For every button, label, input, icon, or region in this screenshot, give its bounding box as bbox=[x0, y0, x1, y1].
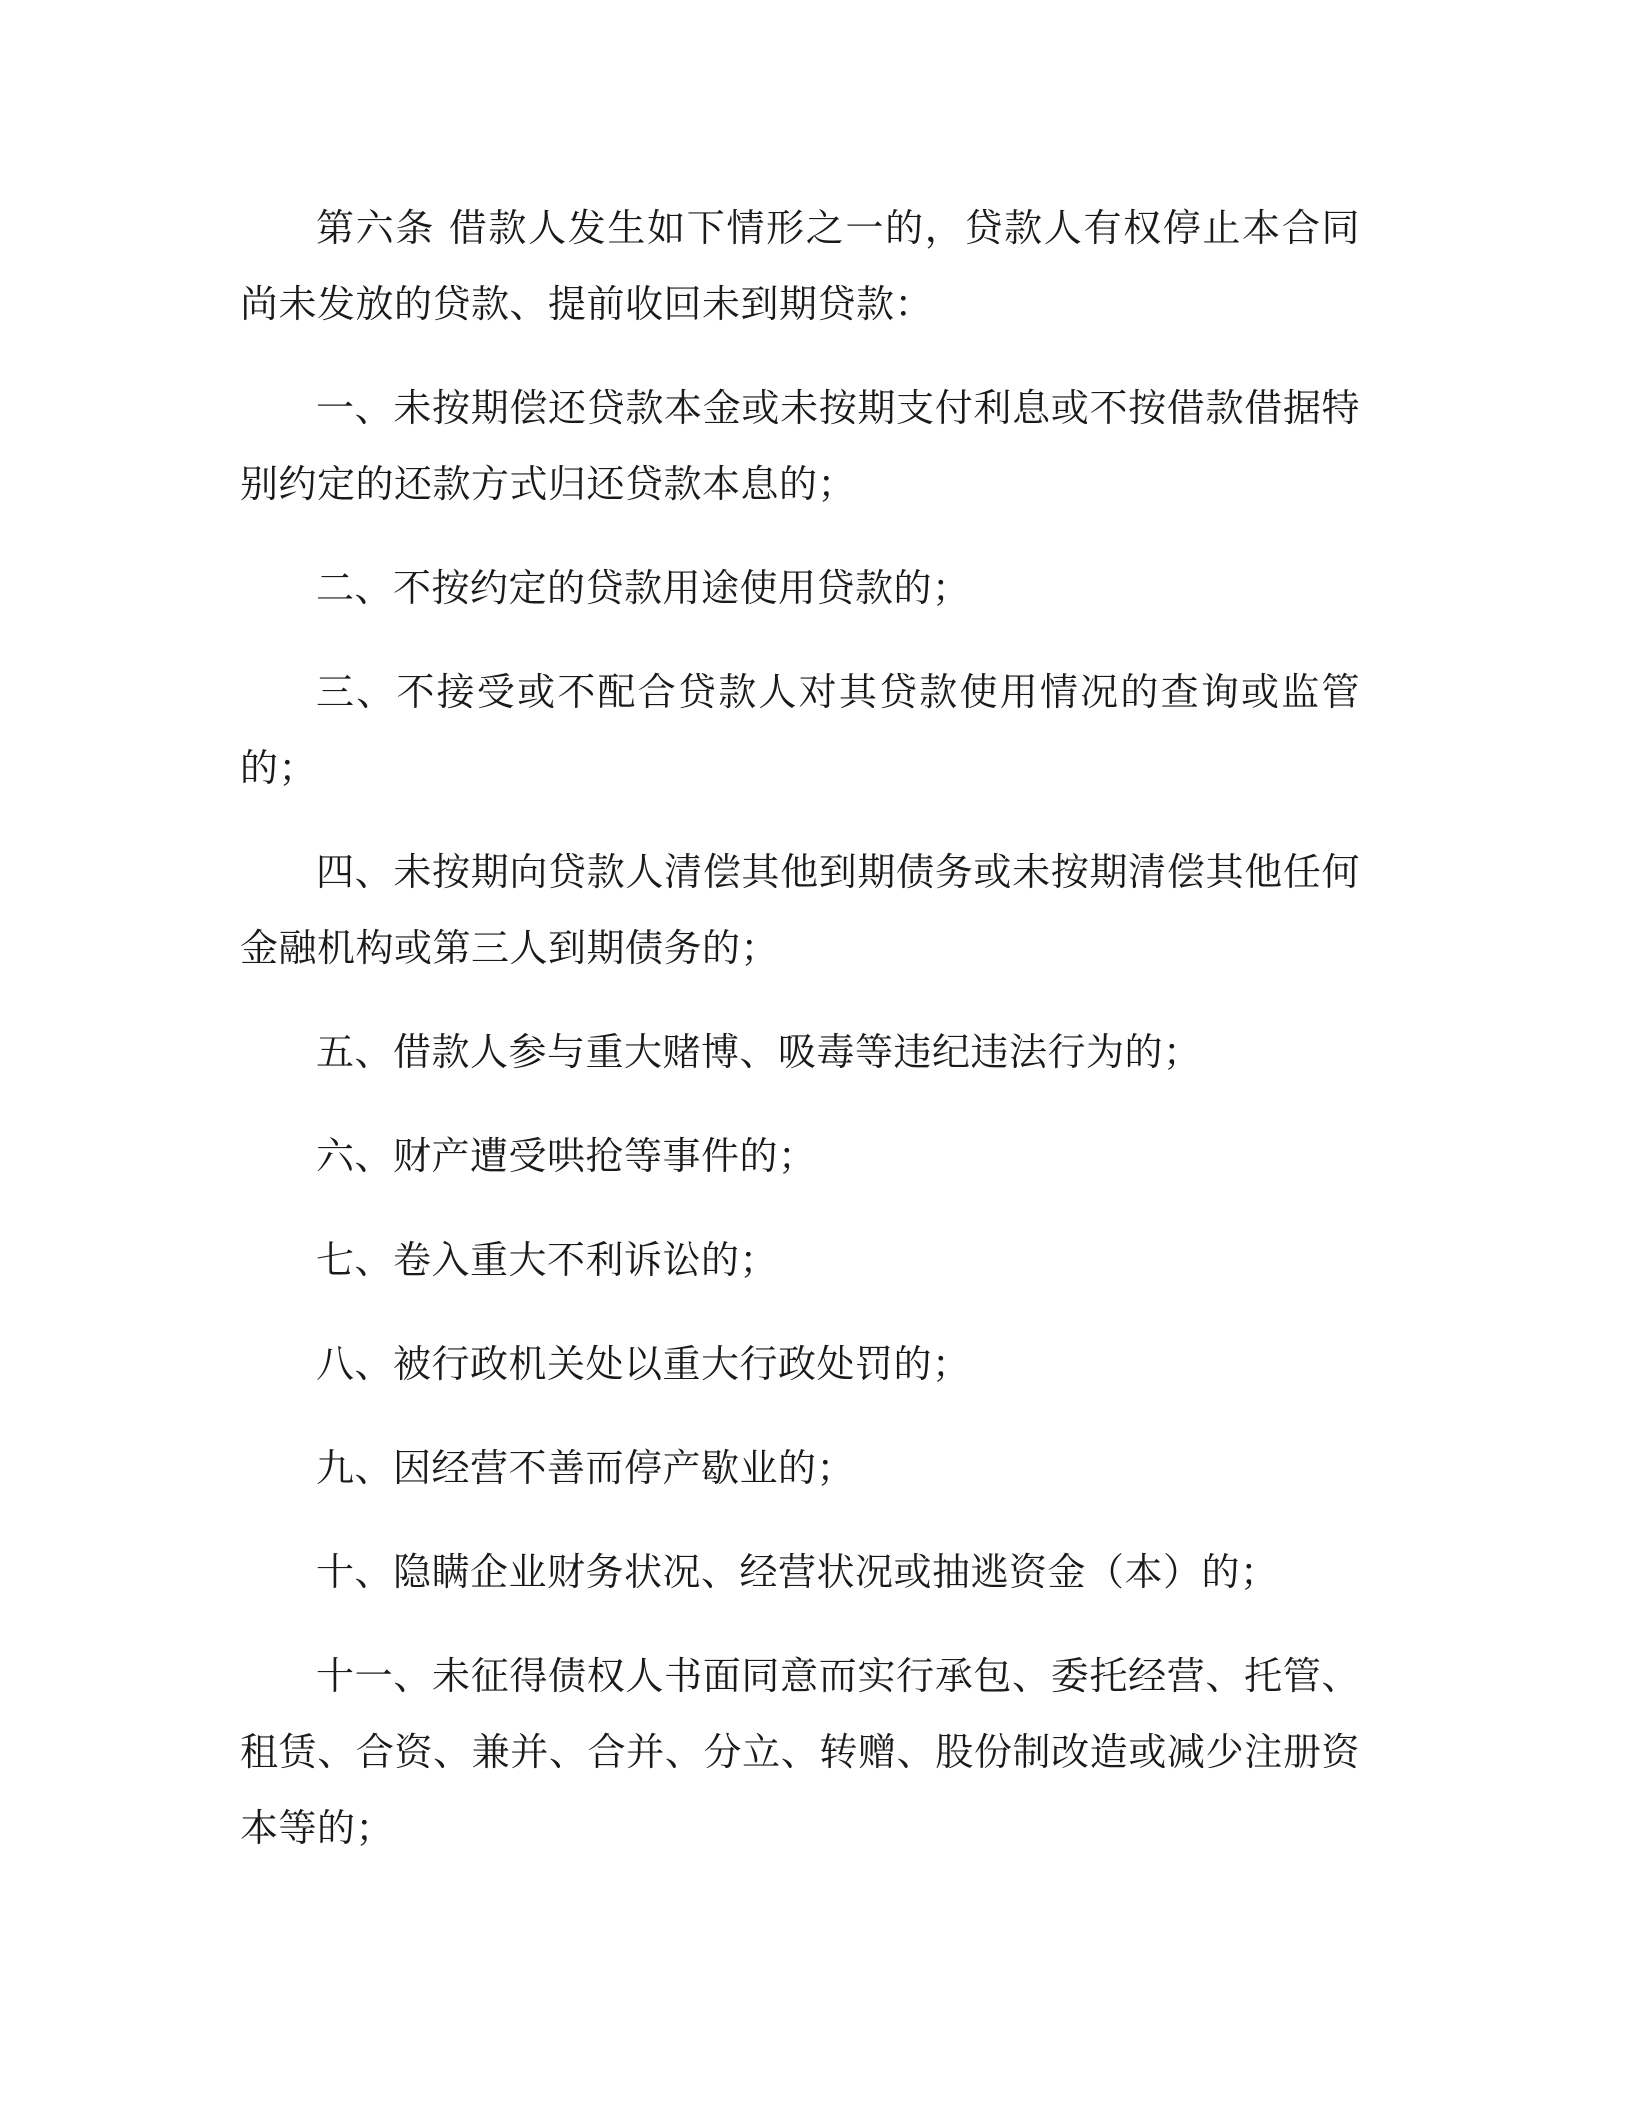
clause-1: 一、未按期偿还贷款本金或未按期支付利息或不按借款借据特别约定的还款方式归还贷款本息的； bbox=[240, 386, 1360, 506]
clause-7: 七、卷入重大不利诉讼的； bbox=[316, 1238, 779, 1282]
clause-6: 六、财产遭受哄抢等事件的； bbox=[316, 1134, 817, 1178]
clause-11: 十一、未征得债权人书面同意而实行承包、委托经营、托管、租赁、合资、兼并、合并、分立、转赠、股份制改造或减少注册资本等的； bbox=[240, 1654, 1360, 1850]
clause-2: 二、不按约定的贷款用途使用贷款的； bbox=[316, 566, 971, 610]
clause-8: 八、被行政机关处以重大行政处罚的； bbox=[316, 1342, 971, 1386]
article-six-intro: 第六条 借款人发生如下情形之一的，贷款人有权停止本合同尚未发放的贷款、提前收回未到期贷款： bbox=[240, 206, 1360, 326]
clause-4: 四、未按期向贷款人清偿其他到期债务或未按期清偿其他任何金融机构或第三人到期债务的； bbox=[240, 850, 1360, 970]
document-body bbox=[240, 190, 1360, 1866]
clause-5: 五、借款人参与重大赌博、吸毒等违纪违法行为的； bbox=[316, 1030, 1202, 1074]
clause-10: 十、隐瞒企业财务状况、经营状况或抽逃资金（本）的； bbox=[316, 1550, 1279, 1594]
clause-9: 九、因经营不善而停产歇业的； bbox=[316, 1446, 856, 1490]
clause-3: 三、不接受或不配合贷款人对其贷款使用情况的查询或监管的； bbox=[240, 670, 1360, 790]
